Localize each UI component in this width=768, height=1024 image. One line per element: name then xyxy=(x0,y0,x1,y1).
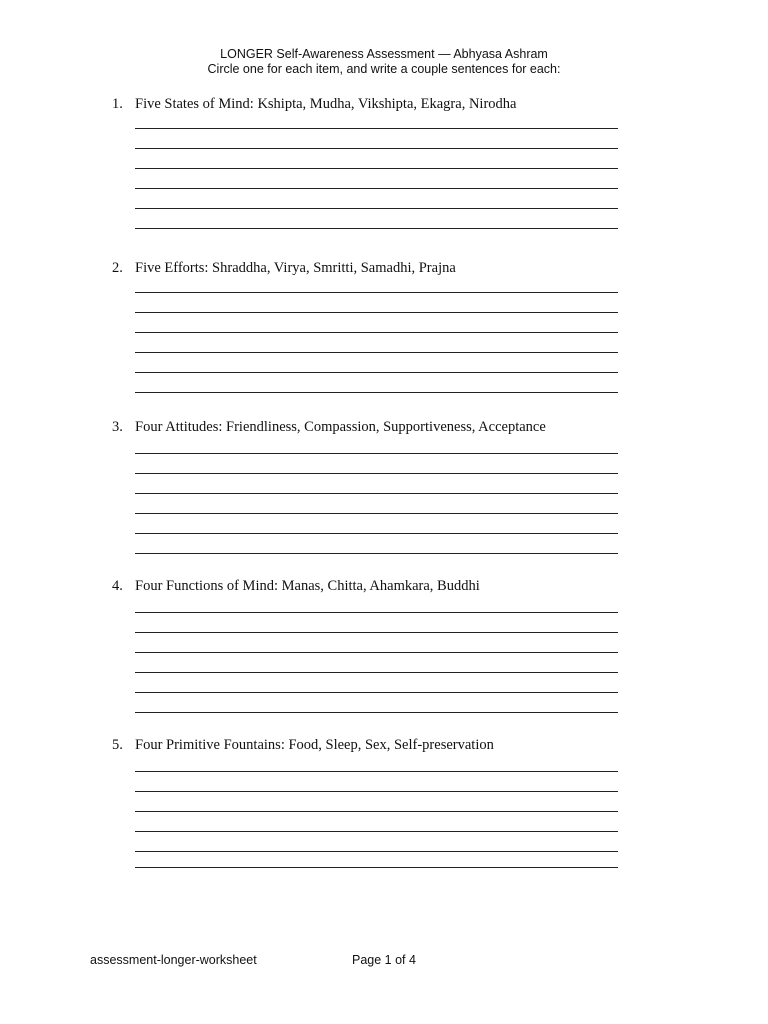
footer-page-number: Page 1 of 4 xyxy=(352,953,416,967)
answer-line[interactable] xyxy=(135,632,618,633)
answer-line[interactable] xyxy=(135,128,618,129)
answer-line[interactable] xyxy=(135,513,618,514)
question-4-text: Four Functions of Mind: Manas, Chitta, Ahamkara, Buddhi xyxy=(135,578,480,594)
footer-document-name: assessment-longer-worksheet xyxy=(90,953,257,967)
answer-line[interactable] xyxy=(135,332,618,333)
answer-line[interactable] xyxy=(135,712,618,713)
answer-line[interactable] xyxy=(135,867,618,868)
question-1-text: Five States of Mind: Kshipta, Mudha, Vikshipta, Ekagra, Nirodha xyxy=(135,96,517,112)
question-5-prompt xyxy=(112,737,494,753)
question-1-number: 1. xyxy=(112,96,123,112)
answer-line[interactable] xyxy=(135,612,618,613)
answer-line[interactable] xyxy=(135,771,618,772)
worksheet-header xyxy=(0,47,768,77)
question-2-text: Five Efforts: Shraddha, Virya, Smritti, Samadhi, Prajna xyxy=(135,260,456,276)
answer-line[interactable] xyxy=(135,831,618,832)
answer-line[interactable] xyxy=(135,292,618,293)
question-5-text: Four Primitive Fountains: Food, Sleep, Sex, Self-preservation xyxy=(135,737,494,753)
worksheet-title: LONGER Self-Awareness Assessment — Abhyasa Ashram xyxy=(220,47,548,61)
answer-line[interactable] xyxy=(135,208,618,209)
answer-line[interactable] xyxy=(135,188,618,189)
answer-line[interactable] xyxy=(135,312,618,313)
answer-line[interactable] xyxy=(135,453,618,454)
answer-line[interactable] xyxy=(135,533,618,534)
question-2-number: 2. xyxy=(112,260,123,276)
answer-line[interactable] xyxy=(135,392,618,393)
answer-line[interactable] xyxy=(135,811,618,812)
answer-line[interactable] xyxy=(135,692,618,693)
question-4-prompt xyxy=(112,578,480,594)
answer-line[interactable] xyxy=(135,493,618,494)
question-2-prompt xyxy=(112,260,456,276)
answer-line[interactable] xyxy=(135,672,618,673)
answer-line[interactable] xyxy=(135,791,618,792)
answer-line[interactable] xyxy=(135,148,618,149)
answer-line[interactable] xyxy=(135,553,618,554)
question-5-number: 5. xyxy=(112,737,123,753)
question-1-prompt xyxy=(112,96,516,112)
answer-line[interactable] xyxy=(135,473,618,474)
answer-line[interactable] xyxy=(135,652,618,653)
answer-line[interactable] xyxy=(135,372,618,373)
answer-line[interactable] xyxy=(135,851,618,852)
answer-line[interactable] xyxy=(135,168,618,169)
question-3-prompt xyxy=(112,419,546,435)
question-3-number: 3. xyxy=(112,419,123,435)
answer-line[interactable] xyxy=(135,352,618,353)
question-3-text: Four Attitudes: Friendliness, Compassion, Supportiveness, Acceptance xyxy=(135,419,546,435)
answer-line[interactable] xyxy=(135,228,618,229)
question-4-number: 4. xyxy=(112,578,123,594)
worksheet-instructions: Circle one for each item, and write a couple sentences for each: xyxy=(207,62,561,76)
